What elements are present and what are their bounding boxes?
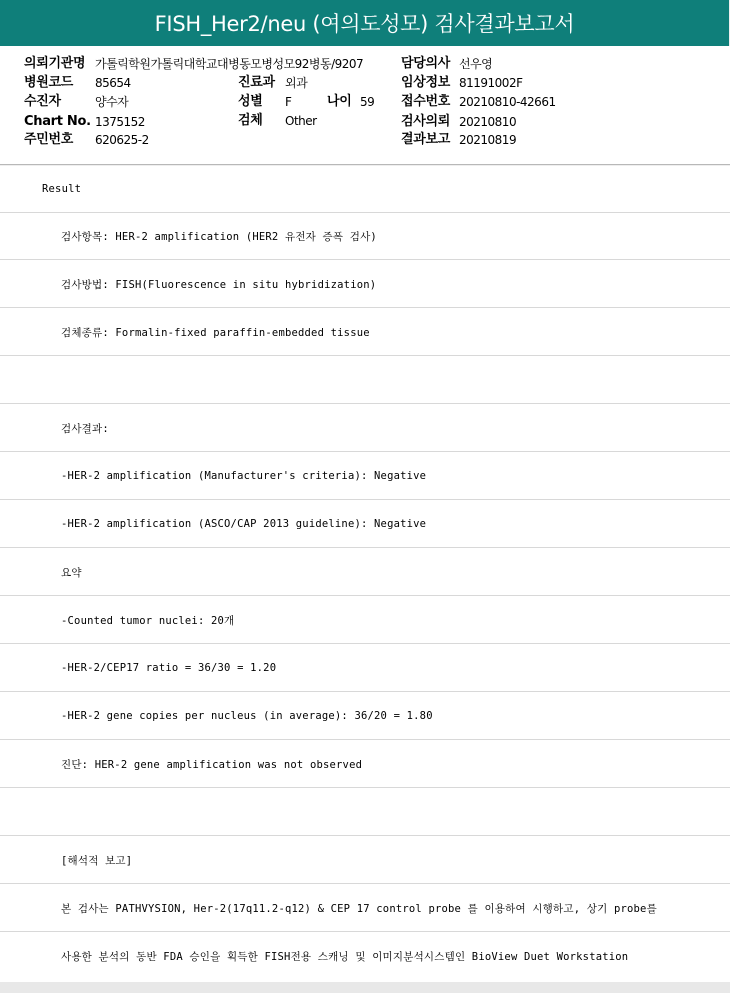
department-label: 진료과: [238, 75, 275, 90]
request-date-label: 검사의뢰: [401, 114, 451, 129]
specimen-value: Other: [285, 114, 317, 128]
department-value: 외과: [285, 76, 308, 90]
bottom-scroll-strip: [0, 982, 730, 993]
diagnosis-line: 진단: HER-2 gene amplification was not observed: [0, 741, 730, 788]
resident-number-value: 620625-2: [95, 133, 149, 147]
ratio-line: -HER-2/CEP17 ratio = 36/30 = 1.20: [0, 645, 730, 692]
specimen-label: 검체: [238, 113, 263, 128]
request-date-value: 20210810: [459, 115, 517, 129]
requesting-institution-value: 가톨릭학원가톨릭대학교대병동모병성모92병동/9207: [95, 57, 364, 71]
sex-value: F: [285, 95, 292, 109]
sex-label: 성별: [238, 94, 263, 109]
clinical-info-label: 임상정보: [401, 75, 451, 90]
interpretive-text-line: 사용한 분석의 동반 FDA 승인을 획득한 FISH전용 스캐닝 및 이미지분석시스템인 BioView Duet Workstation: [61, 951, 629, 963]
blank-line: [0, 789, 730, 836]
manufacturer-criteria-line: -HER-2 amplification (Manufacturer's criteria): Negative: [0, 453, 730, 500]
attending-physician-label: 담당의사: [401, 56, 451, 71]
tumor-nuclei-line: -Counted tumor nuclei: 20개: [0, 597, 730, 644]
chart-number-label: Chart No.: [24, 114, 91, 129]
requesting-institution-label: 의뢰기관명: [24, 56, 86, 71]
result-heading: Result: [0, 166, 730, 213]
test-item-line: 검사항목: HER-2 amplification (HER2 유전자 증폭 검사): [0, 213, 730, 260]
chart-number-value: 1375152: [95, 115, 145, 129]
report-date-value: 20210819: [459, 133, 517, 147]
test-method-line: 검사방법: FISH(Fluorescence in situ hybridization): [0, 261, 730, 308]
age-value: 59: [360, 95, 375, 109]
report-date-label: 결과보고: [401, 132, 451, 147]
attending-physician-value: 선우영: [459, 57, 493, 71]
hospital-code-value: 85654: [95, 76, 131, 90]
resident-number-label: 주민번호: [24, 132, 74, 147]
result-section: [0, 166, 730, 982]
patient-name-value: 양수자: [95, 95, 129, 109]
test-result-heading: 검사결과:: [0, 405, 730, 452]
gene-copies-line: -HER-2 gene copies per nucleus (in average): 36/20 = 1.80: [0, 693, 730, 740]
asco-cap-line: -HER-2 amplification (ASCO/CAP 2013 guideline): Negative: [0, 501, 730, 548]
age-label: 나이: [327, 94, 352, 109]
accession-number-label: 접수번호: [401, 94, 451, 109]
summary-heading: 요약: [0, 549, 730, 596]
specimen-type-line: 검체종류: Formalin-fixed paraffin-embedded tissue: [0, 309, 730, 356]
interpretive-report-heading: [해석적 보고]: [0, 837, 730, 884]
blank-line: [0, 357, 730, 404]
patient-info-panel: [0, 46, 730, 165]
clinical-info-value: 81191002F: [459, 76, 523, 90]
accession-number-value: 20210810-42661: [459, 95, 556, 109]
hospital-code-label: 병원코드: [24, 75, 74, 90]
interpretive-text-line: 본 검사는 PATHVYSION, Her-2(17q11.2-q12) & CEP 17 control probe 를 이용하여 시행하고, 상기 probe를: [0, 885, 730, 932]
report-title: FISH_Her2/neu (여의도성모) 검사결과보고서: [0, 0, 729, 46]
patient-name-label: 수진자: [24, 94, 61, 109]
